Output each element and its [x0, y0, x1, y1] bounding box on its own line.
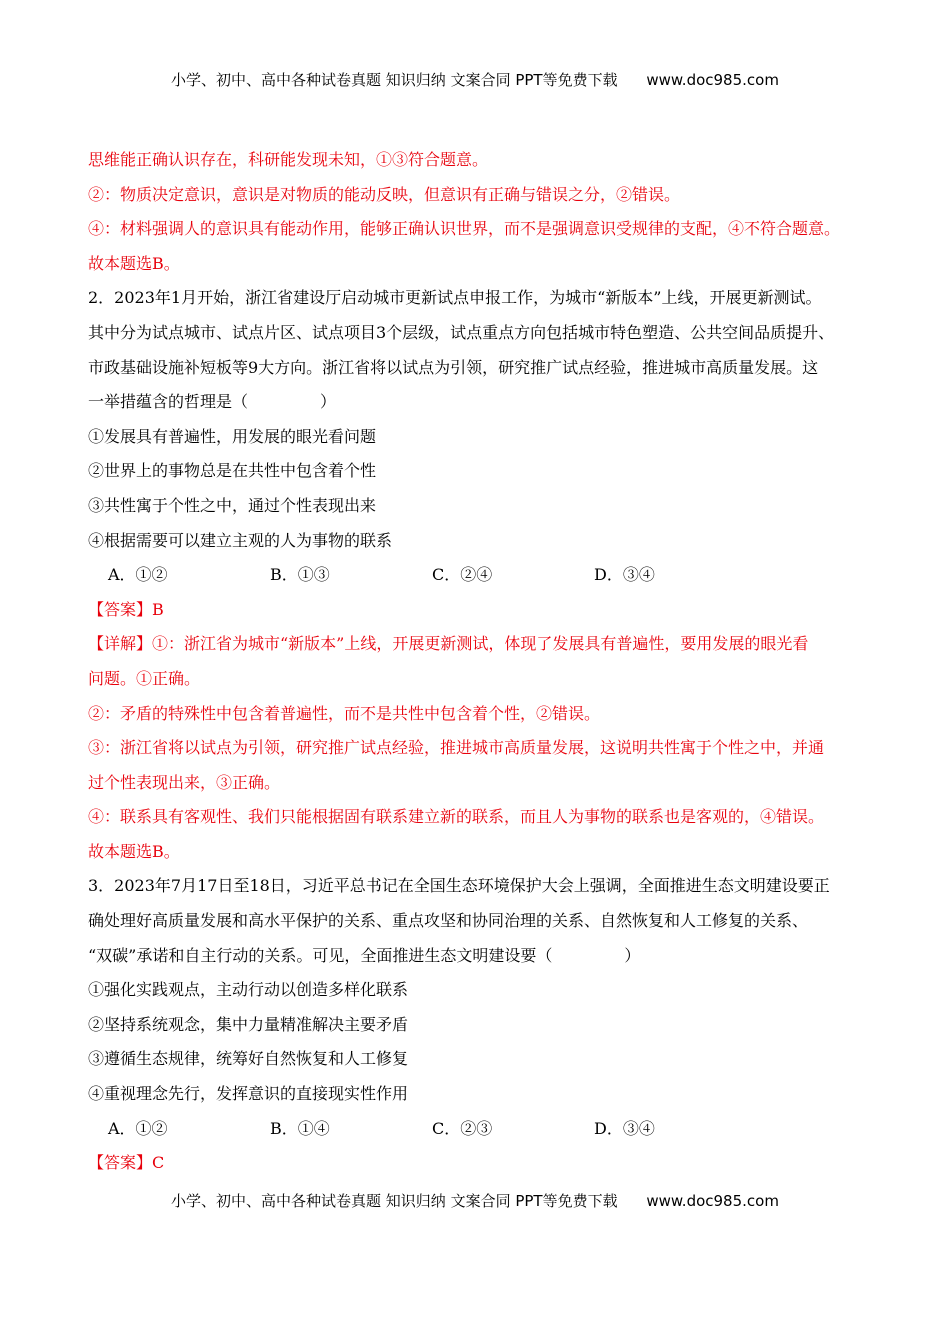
q2-stem-line: 市政基础设施补短板等9大方向。浙江省将以试点为引领，研究推广试点经验，推进城市高质量发展。这: [88, 357, 819, 377]
q2-option-a: A．①②: [108, 565, 168, 585]
q2-stem-line: 2．2023年1月开始，浙江省建设厅启动城市更新试点申报工作，为城市“新版本”上线，开展更新测试。: [88, 288, 822, 308]
q2-statement: ④根据需要可以建立主观的人为事物的联系: [88, 530, 393, 550]
q2-detail-line: 【详解】①：浙江省为城市“新版本”上线，开展更新测试，体现了发展具有普遍性，要用发展的眼光看: [88, 634, 809, 654]
q2-detail-line: ③：浙江省将以试点为引领，研究推广试点经验，推进城市高质量发展，这说明共性寓于个性之中，并通: [88, 738, 825, 758]
q2-stem-line: [88, 385, 868, 420]
q3-option-d: D．③④: [594, 1118, 655, 1138]
q3-statement: ②坚持系统观念，集中力量精准解决主要矛盾: [88, 1014, 409, 1034]
q3-stem-line: 确处理好高质量发展和高水平保护的关系、重点攻坚和协同治理的关系、自然恢复和人工修复的关系、: [88, 911, 809, 931]
q3-option-c: C．②③: [432, 1118, 493, 1138]
q2-stem-text: 一举措蕴含的哲理是（: [88, 392, 249, 412]
prev-explanation-line: ②：物质决定意识，意识是对物质的能动反映，但意识有正确与错误之分，②错误。: [88, 184, 681, 204]
q2-detail-line: 过个性表现出来，③正确。: [88, 772, 281, 792]
q2-detail-line: ④：联系具有客观性、我们只能根据固有联系建立新的联系，而且人为事物的联系也是客观的，④错误。: [88, 807, 825, 827]
q3-stem-close: ）: [624, 945, 641, 965]
page-footer: [0, 1190, 950, 1211]
footer-url[interactable]: www.doc985.com: [646, 1192, 779, 1210]
q3-statement: ①强化实践观点，主动行动以创造多样化联系: [88, 980, 409, 1000]
q2-detail-line: 问题。①正确。: [88, 668, 201, 688]
q2-stem-close: ）: [320, 392, 337, 412]
q3-option-a: A．①②: [108, 1118, 168, 1138]
q3-stem-line: [88, 939, 868, 974]
q2-statement: ②世界上的事物总是在共性中包含着个性: [88, 461, 377, 481]
q3-options: [88, 1112, 868, 1147]
document-body: [88, 143, 868, 1181]
prev-explanation-line: 思维能正确认识存在，科研能发现未知，①③符合题意。: [88, 150, 489, 169]
q3-statement: ③遵循生态规律，统筹好自然恢复和人工修复: [88, 1049, 409, 1069]
footer-text: 小学、初中、高中各种试卷真题 知识归纳 文案合同 PPT等免费下载: [171, 1192, 618, 1210]
page-header: [0, 69, 950, 90]
header-text: 小学、初中、高中各种试卷真题 知识归纳 文案合同 PPT等免费下载: [171, 71, 618, 89]
q2-stem-line: 其中分为试点城市、试点片区、试点项目3个层级，试点重点方向包括城市特色塑造、公共空间品质提升、: [88, 322, 835, 342]
q3-statement: ④重视理念先行，发挥意识的直接现实性作用: [88, 1084, 409, 1104]
header-url[interactable]: www.doc985.com: [646, 71, 779, 89]
q2-answer: 【答案】B: [88, 599, 164, 619]
q2-conclusion: 故本题选B。: [88, 841, 180, 861]
q2-option-c: C．②④: [432, 565, 493, 585]
prev-conclusion: 故本题选B。: [88, 253, 180, 273]
q2-option-b: B．①③: [270, 565, 330, 585]
q3-option-b: B．①④: [270, 1118, 330, 1138]
q2-options: [88, 558, 868, 593]
q2-option-d: D．③④: [594, 565, 655, 585]
q3-answer: 【答案】C: [88, 1153, 165, 1173]
q2-statement: ①发展具有普遍性，用发展的眼光看问题: [88, 426, 377, 446]
q2-statement: ③共性寓于个性之中，通过个性表现出来: [88, 495, 377, 515]
q3-stem-line: 3．2023年7月17日至18日，习近平总书记在全国生态环境保护大会上强调，全面推进生态文明建设要正: [88, 876, 830, 896]
q2-detail-line: ②：矛盾的特殊性中包含着普遍性，而不是共性中包含着个性，②错误。: [88, 703, 601, 723]
prev-explanation-line: ④：材料强调人的意识具有能动作用，能够正确认识世界，而不是强调意识受规律的支配，④不符合题意。: [88, 219, 841, 239]
q3-stem-text: “双碳”承诺和自主行动的关系。可见，全面推进生态文明建设要（: [88, 945, 553, 965]
